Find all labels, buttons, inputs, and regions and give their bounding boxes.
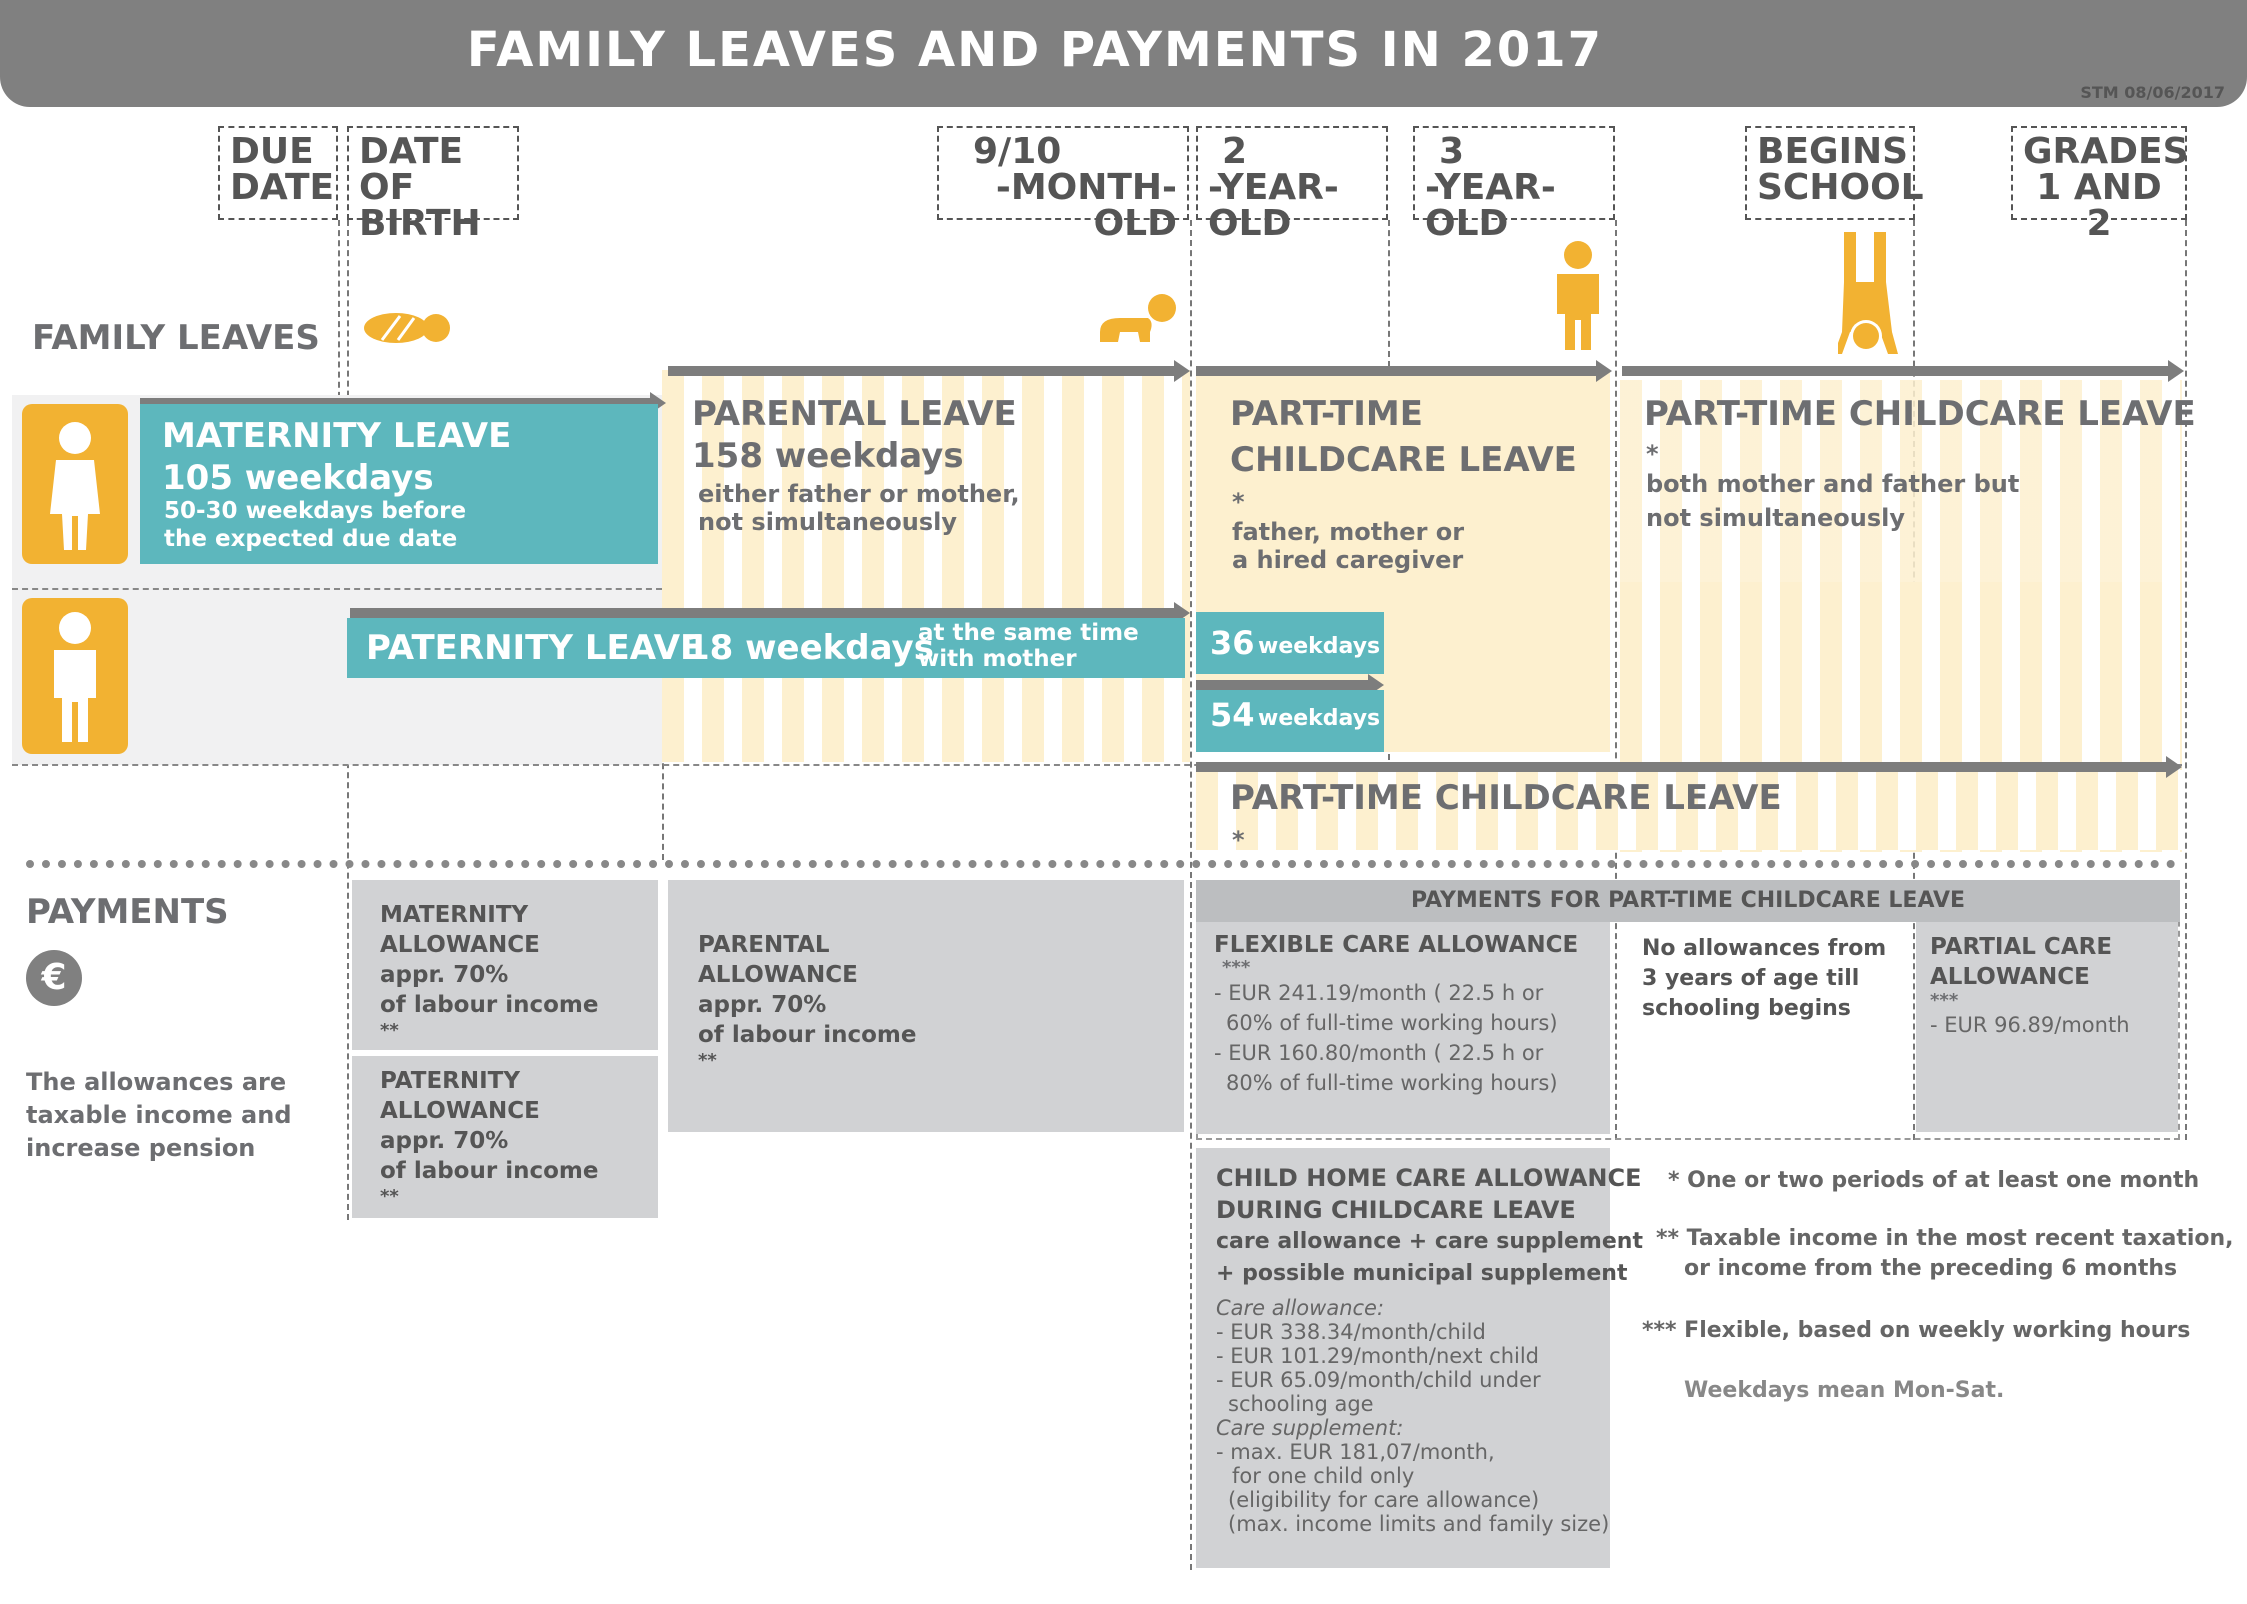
text-line: + possible municipal supplement bbox=[1216, 1261, 1628, 1286]
text-line: care allowance + care supplement bbox=[1216, 1229, 1643, 1254]
text-line: PARENTAL bbox=[698, 932, 830, 958]
maternity-allowance-text bbox=[380, 900, 598, 1042]
text-line: - max. EUR 181,07/month, bbox=[1216, 1440, 1495, 1464]
text-line: ** bbox=[380, 1186, 399, 1207]
text-line: 3 years of age till bbox=[1642, 966, 1860, 991]
text-line: ** bbox=[380, 1020, 399, 1041]
paternity-36-arrow bbox=[1196, 680, 1370, 690]
milestone-line: 1 AND 2 bbox=[2036, 167, 2162, 244]
text-line: appr. 70% bbox=[380, 962, 509, 988]
milestone-begins-school bbox=[1745, 126, 1924, 220]
text-line: *** bbox=[1222, 957, 1251, 978]
parental-leave-title: PARENTAL LEAVE bbox=[692, 394, 1017, 434]
text-line: - EUR 96.89/month bbox=[1930, 1013, 2130, 1037]
pt-childcare-1-note: father, mother or bbox=[1232, 518, 1465, 546]
milestone-due-date bbox=[218, 126, 338, 220]
milestone-line: DATE bbox=[230, 167, 335, 208]
milestone-month-old bbox=[937, 126, 1189, 244]
text-line: - EUR 101.29/month/next child bbox=[1216, 1344, 1539, 1368]
milestone-line: 9/10 bbox=[973, 131, 1062, 172]
pt-childcare-1-title: CHILDCARE LEAVE bbox=[1230, 440, 1577, 480]
pt-childcare-2-star: * bbox=[1646, 440, 1659, 468]
maternity-leave-days: 105 weekdays bbox=[162, 458, 434, 498]
text-line: appr. 70% bbox=[380, 1128, 509, 1154]
footnote: *** Flexible, based on weekly working hours bbox=[1642, 1318, 2191, 1343]
pt-childcare-3-star: * bbox=[1232, 826, 1245, 854]
text-line: 80% of full-time working hours) bbox=[1226, 1071, 1558, 1095]
text-line: PATERNITY bbox=[380, 1068, 521, 1094]
text-line: schooling begins bbox=[1642, 996, 1851, 1021]
text-line: for one child only bbox=[1232, 1464, 1415, 1488]
parental-allowance-text bbox=[698, 930, 916, 1072]
pt-childcare-1-note: a hired caregiver bbox=[1232, 546, 1464, 574]
child-handstand-icon bbox=[1838, 232, 1900, 356]
parental-leave-days: 158 weekdays bbox=[692, 436, 964, 476]
milestone-line: -YEAR-OLD bbox=[1425, 167, 1556, 244]
home-care-allowance-text bbox=[1216, 1162, 1643, 1536]
no-allowance-text bbox=[1642, 934, 1886, 1024]
text-line: ALLOWANCE bbox=[698, 962, 858, 988]
text-line: (eligibility for care allowance) bbox=[1228, 1488, 1540, 1512]
pt-childcare-1-title: PART-TIME bbox=[1230, 394, 1423, 434]
payments-note: taxable income and bbox=[26, 1101, 292, 1129]
paternity-allowance-text bbox=[380, 1066, 598, 1208]
footnote: Weekdays mean Mon-Sat. bbox=[1684, 1378, 2005, 1403]
maternity-leave-note: 50-30 weekdays before bbox=[164, 498, 467, 524]
milestone-line: -YEAR-OLD bbox=[1208, 167, 1339, 244]
row-divider bbox=[12, 588, 662, 590]
text-line: - EUR 338.34/month/child bbox=[1216, 1320, 1486, 1344]
maternity-leave-title: MATERNITY LEAVE bbox=[162, 416, 512, 456]
text-line: ALLOWANCE bbox=[1930, 964, 2090, 990]
paternity-54-num: 54 bbox=[1210, 696, 1255, 734]
text-line: ** bbox=[698, 1050, 717, 1071]
footnote: * One or two periods of at least one month bbox=[1668, 1168, 2200, 1193]
paternity-36-num: 36 bbox=[1210, 624, 1255, 662]
pt-childcare-2-note: both mother and father but bbox=[1646, 470, 2020, 498]
milestone-line: -MONTH-OLD bbox=[995, 167, 1177, 244]
pt-payments-header: PAYMENTS FOR PART-TIME CHILDCARE LEAVE bbox=[1196, 880, 2180, 922]
milestone-line: BIRTH bbox=[359, 203, 481, 244]
text-line: - EUR 241.19/month ( 22.5 h or bbox=[1214, 981, 1544, 1005]
pt-childcare-arrow-1 bbox=[1196, 366, 1598, 376]
milestone-line: BEGINS bbox=[1757, 131, 1909, 172]
text-line: No allowances from bbox=[1642, 936, 1887, 961]
text-line: Care supplement: bbox=[1216, 1416, 1404, 1440]
paternity-leave-title: PATERNITY LEAVE bbox=[366, 628, 704, 668]
text-line: of labour income bbox=[380, 992, 599, 1018]
milestone-three-year bbox=[1413, 126, 1615, 244]
milestone-two-year bbox=[1196, 126, 1388, 244]
text-line: (max. income limits and family size) bbox=[1228, 1512, 1610, 1536]
milestone-line: DATE OF bbox=[359, 131, 464, 208]
date-stamp: STM 08/06/2017 bbox=[2080, 83, 2225, 102]
payments-note: The allowances are bbox=[26, 1068, 287, 1096]
pt-childcare-2-title: PART-TIME CHILDCARE LEAVE bbox=[1644, 394, 2196, 434]
milestone-line: DUE bbox=[230, 131, 314, 172]
text-line: of labour income bbox=[380, 1158, 599, 1184]
milestone-line: GRADES bbox=[2023, 131, 2189, 172]
toddler-icon bbox=[1551, 240, 1605, 352]
text-line: schooling age bbox=[1228, 1392, 1374, 1416]
family-leaves-title: FAMILY LEAVES bbox=[32, 318, 320, 358]
text-line: 60% of full-time working hours) bbox=[1226, 1011, 1558, 1035]
text-line: MATERNITY bbox=[380, 902, 529, 928]
pt-childcare-arrow-3 bbox=[1196, 762, 2168, 772]
paternity-54-unit: weekdays bbox=[1258, 706, 1381, 731]
father-icon bbox=[22, 598, 128, 754]
crawling-baby-icon bbox=[1090, 292, 1180, 352]
text-line: ALLOWANCE bbox=[380, 932, 540, 958]
milestone-line: 2 bbox=[1222, 131, 1248, 172]
euro-icon: € bbox=[26, 950, 82, 1006]
paternity-leave-note: at the same time bbox=[918, 620, 1139, 646]
partial-allowance-text bbox=[1930, 932, 2130, 1040]
text-line: - EUR 160.80/month ( 22.5 h or bbox=[1214, 1041, 1544, 1065]
milestone-line: SCHOOL bbox=[1757, 167, 1924, 208]
text-line: *** bbox=[1930, 990, 1959, 1011]
text-line: FLEXIBLE CARE ALLOWANCE bbox=[1214, 932, 1579, 958]
parental-leave-note: not simultaneously bbox=[698, 508, 957, 536]
pt-childcare-1-star: * bbox=[1232, 488, 1245, 516]
milestone-grades bbox=[2011, 126, 2189, 244]
text-line: DURING CHILDCARE LEAVE bbox=[1216, 1196, 1576, 1224]
text-line: ALLOWANCE bbox=[380, 1098, 540, 1124]
paternity-leave-note: with mother bbox=[918, 646, 1077, 672]
page-title: FAMILY LEAVES AND PAYMENTS IN 2017 bbox=[466, 22, 1604, 78]
parental-leave-note: either father or mother, bbox=[698, 480, 1020, 508]
maternity-leave-note: the expected due date bbox=[164, 526, 458, 552]
text-line: CHILD HOME CARE ALLOWANCE bbox=[1216, 1164, 1642, 1192]
newborn-icon bbox=[362, 310, 452, 346]
milestone-date-of-birth bbox=[347, 126, 519, 244]
mother-icon bbox=[22, 404, 128, 564]
parental-arrow bbox=[668, 366, 1176, 376]
milestone-line: 3 bbox=[1439, 131, 1465, 172]
pt-childcare-3-title: PART-TIME CHILDCARE LEAVE bbox=[1230, 778, 1782, 818]
footnote: or income from the preceding 6 months bbox=[1684, 1256, 2178, 1281]
timeline-divider bbox=[2185, 220, 2187, 1140]
text-line: - EUR 65.09/month/child under bbox=[1216, 1368, 1541, 1392]
paternity-36-unit: weekdays bbox=[1258, 634, 1381, 659]
payments-title: PAYMENTS bbox=[26, 892, 229, 932]
text-line: Care allowance: bbox=[1216, 1296, 1385, 1320]
payments-note: increase pension bbox=[26, 1134, 256, 1162]
payments-separator bbox=[26, 860, 2176, 868]
pt-childcare-2-note: not simultaneously bbox=[1646, 504, 1905, 532]
footnote: ** Taxable income in the most recent taxation, bbox=[1656, 1226, 2234, 1251]
paternity-leave-days: 18 weekdays bbox=[686, 628, 934, 668]
pt-childcare-arrow-2 bbox=[1622, 366, 2170, 376]
text-line: of labour income bbox=[698, 1022, 917, 1048]
timeline-divider bbox=[1190, 220, 1192, 1570]
paternity-arrow bbox=[350, 608, 1176, 618]
flexible-allowance-text bbox=[1214, 932, 1578, 1098]
text-line: PARTIAL CARE bbox=[1930, 934, 2113, 960]
text-line: appr. 70% bbox=[698, 992, 827, 1018]
